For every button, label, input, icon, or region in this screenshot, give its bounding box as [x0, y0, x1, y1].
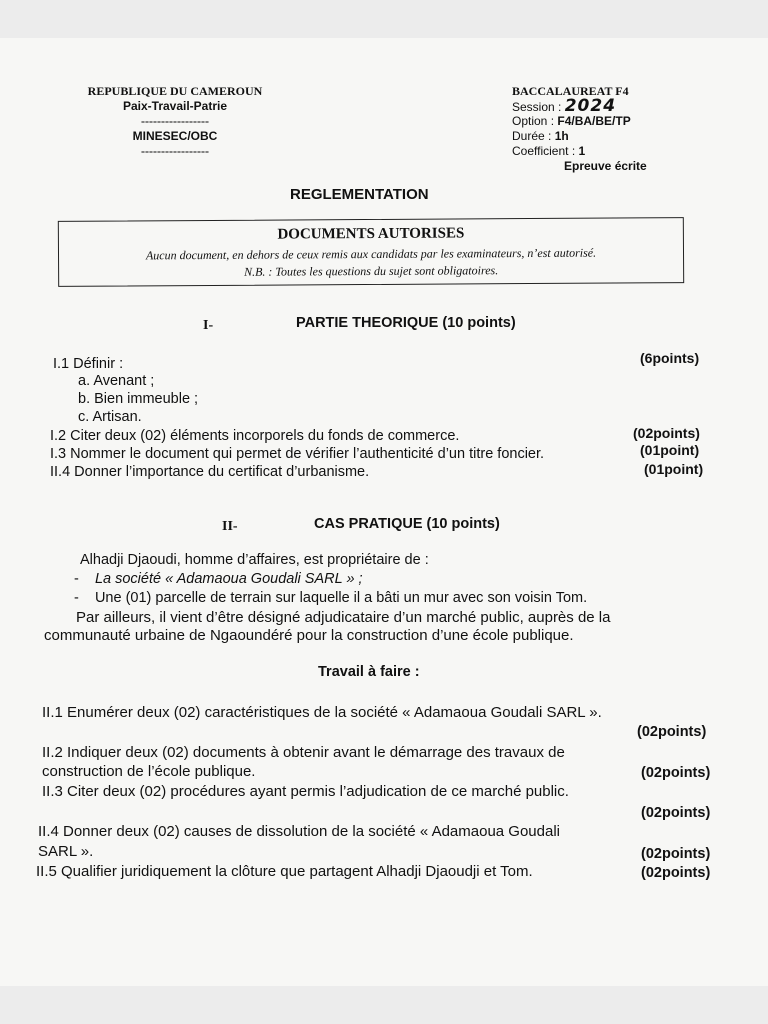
duree-label: Durée : [512, 129, 552, 143]
q-1-3: I.3 Nommer le document qui permet de vérifier l’authenticité d’un titre foncier. [50, 446, 545, 462]
part1-title: PARTIE THEORIQUE (10 points) [296, 315, 516, 331]
q-2-3: II.3 Citer deux (02) procédures ayant permis l’adjudication de ce marché public. [42, 783, 569, 800]
case-bullet-2-text: Une (01) parcelle de terrain sur laquelle il a bâti un mur avec son voisin Tom. [94, 590, 588, 606]
session-row [512, 96, 647, 116]
epreuve-type: Epreuve écrite [564, 159, 647, 173]
box-heading: DOCUMENTS AUTORISES [277, 225, 465, 243]
q-2-2-line-1: II.2 Indiquer deux (02) documents à obtenir avant le démarrage des travaux de [42, 744, 565, 761]
q-1-2-points: (02points) [633, 425, 700, 441]
q-1-4-points: (01point) [644, 461, 704, 477]
q-2-2-points: (02points) [641, 765, 711, 781]
documents-box [58, 217, 684, 287]
case-para-2: communauté urbaine de Ngaoundéré pour la construction d’une école publique. [44, 627, 574, 644]
q-1-1-points: (6points) [640, 350, 700, 366]
q-2-4-points: (02points) [641, 846, 711, 862]
case-intro: Alhadji Djaoudi, homme d’affaires, est propriétaire de : [80, 552, 429, 568]
part1-number: I- [203, 318, 214, 333]
case-para-1: Par ailleurs, il vient d’être désigné adjudicataire d’un marché public, auprès de la [76, 609, 611, 626]
page-title: REGLEMENTATION [290, 186, 429, 203]
ministry: MINESEC/OBC [132, 129, 218, 143]
country-motto: Paix-Travail-Patrie [122, 99, 228, 113]
case-bullet-1: - La société « Adamaoua Goudali SARL » ; [74, 571, 363, 587]
case-bullet-2: - Une (01) parcelle de terrain sur laquelle il a bâti un mur avec son voisin Tom. [74, 590, 588, 606]
coef-label: Coefficient : [512, 144, 576, 158]
option-value: F4/BA/BE/TP [557, 114, 631, 128]
q-2-5: II.5 Qualifier juridiquement la clôture que partagent Alhadji Djaoudji et Tom. [36, 863, 533, 880]
box-line-2: N.B. : Toutes les questions du sujet sont obligatoires. [244, 263, 499, 279]
q-2-3-points: (02points) [641, 805, 711, 821]
q-2-4-line-2: SARL ». [38, 843, 94, 860]
part2-number: II- [222, 519, 238, 534]
case-bullet-1-text: La société « Adamaoua Goudali SARL » ; [94, 571, 363, 587]
separator: ----------------- [141, 144, 209, 158]
q-1-1-item-c: c. Artisan. [78, 409, 142, 425]
option-row [512, 114, 647, 129]
option-label: Option : [512, 114, 555, 128]
q-1-1: I.1 Définir : [53, 356, 124, 372]
q-2-1-points: (02points) [637, 724, 707, 740]
work-heading: Travail à faire : [318, 664, 420, 680]
q-2-4-line-1: II.4 Donner deux (02) causes de dissolution de la société « Adamaoua Goudali [38, 823, 560, 840]
q-1-2: I.2 Citer deux (02) éléments incorporels du fonds de commerce. [50, 428, 460, 444]
duree-row [512, 129, 647, 144]
part2-title: CAS PRATIQUE (10 points) [314, 516, 500, 532]
exam-name: BACCALAUREAT F4 [512, 84, 629, 98]
q-1-1-item-b: b. Bien immeuble ; [78, 391, 199, 407]
header-left [70, 84, 280, 159]
country-name: REPUBLIQUE DU CAMEROUN [87, 84, 263, 98]
box-line-1: Aucun document, en dehors de ceux remis aux candidats par les examinateurs, n’est autorisé. [145, 245, 597, 263]
duree-value: 1h [554, 129, 569, 143]
q-2-5-points: (02points) [641, 865, 711, 881]
q-2-1: II.1 Enumérer deux (02) caractéristiques de la société « Adamaoua Goudali SARL ». [42, 704, 602, 721]
session-label: Session : [512, 100, 562, 114]
q-2-2-line-2: construction de l’école publique. [42, 763, 256, 780]
coef-value: 1 [578, 144, 586, 158]
session-value: 2024 [564, 96, 617, 116]
exam-sheet [0, 38, 768, 986]
separator: ----------------- [141, 114, 209, 128]
q-1-4: II.4 Donner l’importance du certificat d’urbanisme. [50, 464, 370, 480]
q-1-3-points: (01point) [640, 442, 700, 458]
header-right [512, 84, 647, 174]
q-1-1-item-a: a. Avenant ; [78, 373, 155, 389]
coef-row [512, 144, 647, 159]
